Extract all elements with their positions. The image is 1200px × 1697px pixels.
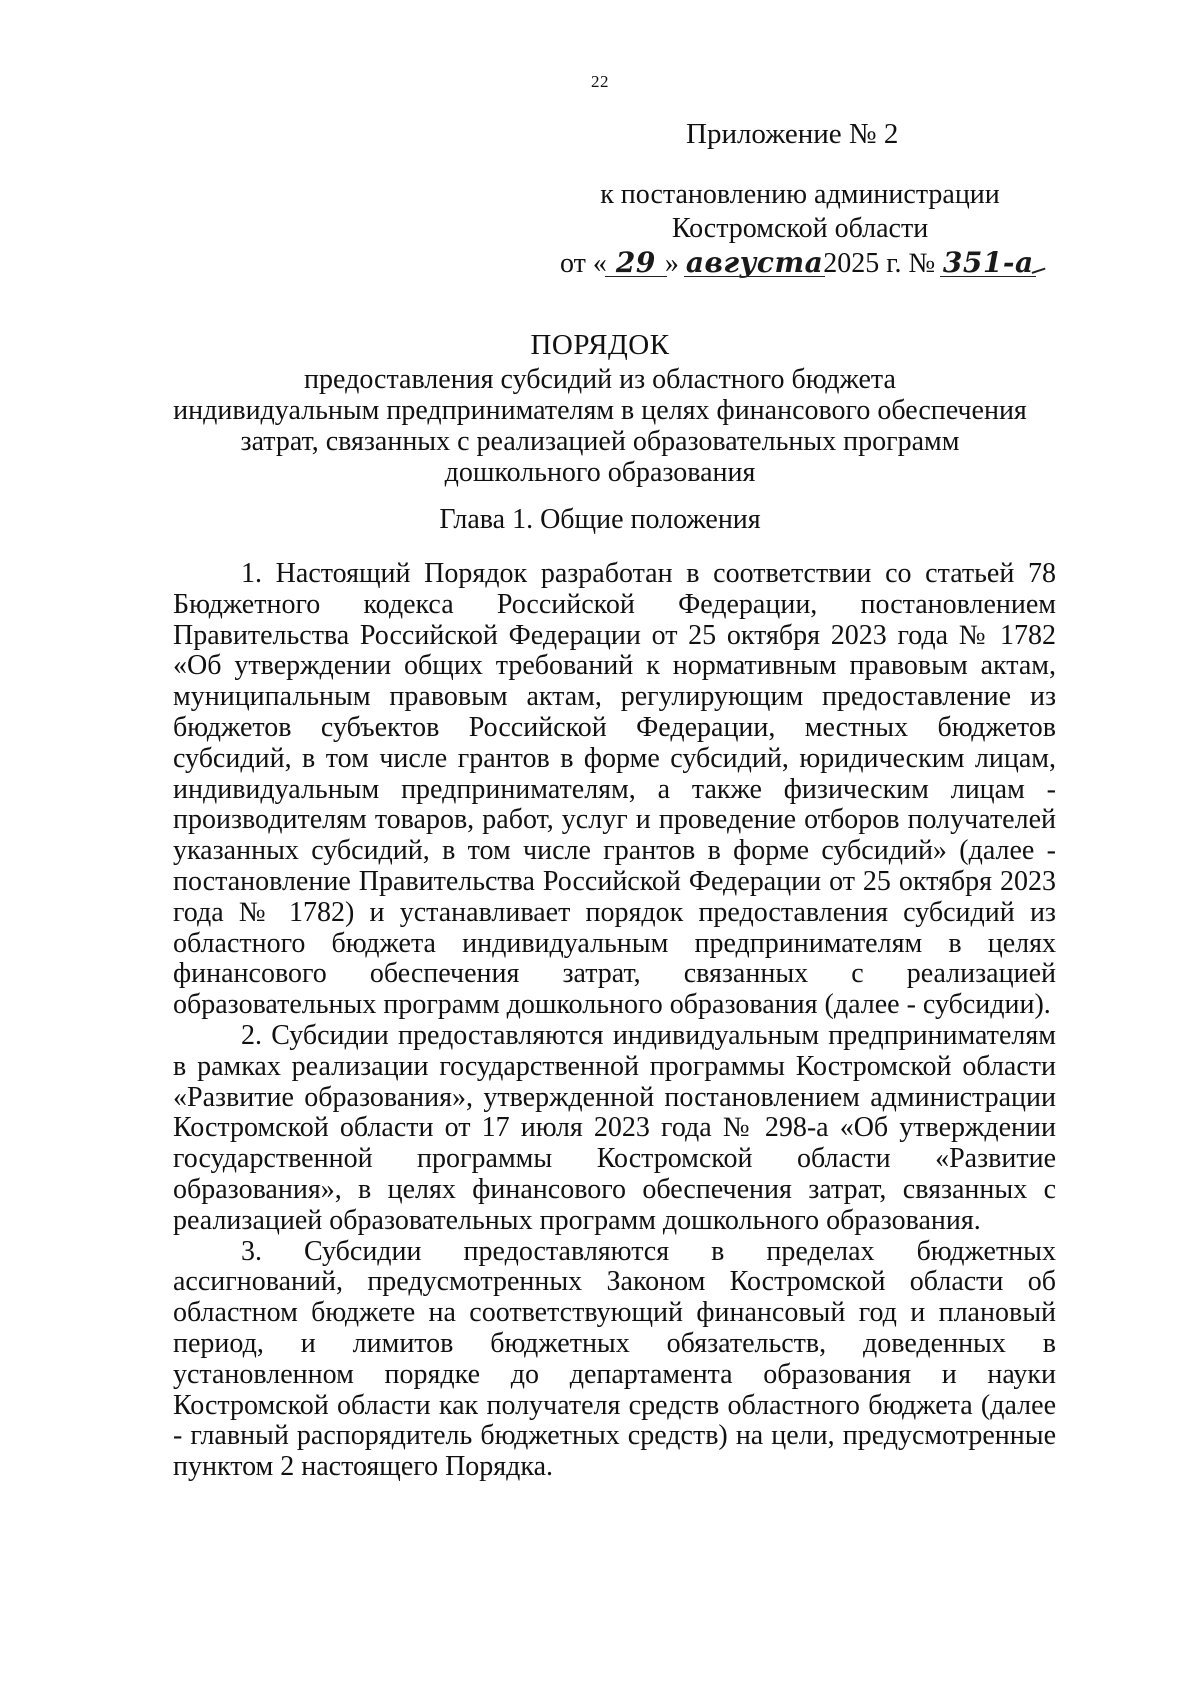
handwritten-doc-number: 351-а	[942, 246, 1034, 279]
document-subtitle-line-1: предоставления субсидий из областного бюджета	[304, 364, 896, 395]
handwritten-day: 29	[607, 246, 665, 280]
document-title-block	[0, 330, 1200, 488]
resolution-line-1: к постановлению администрации	[600, 179, 1000, 210]
paragraph-3: 3. Субсидии предоставляются в пределах бюджетных ассигнований, предусмотренных Законом Костромской области об областном бюджете на соответствующий финансовый год и плановый период, и лимитов бюджетных обязательств, доведенных в установленном порядке до департамента образования и науки Костромской области как получателя средств областного бюджета (далее - главный распорядитель бюджетных средств) на цели, предусмотренные пунктом 2 настоящего Порядка.	[173, 1235, 1056, 1483]
date-year: 2025 г. №	[823, 248, 936, 279]
resolution-reference	[560, 178, 1040, 281]
document-subtitle-line-3: затрат, связанных с реализацией образовательных программ	[240, 426, 960, 457]
resolution-line-2: Костромской области	[671, 213, 929, 244]
date-prefix: от «	[560, 248, 607, 279]
paragraph-1: 1. Настоящий Порядок разработан в соответствии со статьей 78 Бюджетного кодекса Российской Федерации, постановлением Правительства Российской Федерации от 25 октября 2023 года № 1782 «Об утверждении общих требований к нормативным правовым актам, муниципальным правовым актам, регулирующим предоставление из бюджетов субъектов Российской Федерации, местных бюджетов субсидий, в том числе грантов в форме субсидий, юридическим лицам, индивидуальным предпринимателям, а также физическим лицам - производителям товаров, работ, услуг и проведение отборов получателей указанных субсидий, в том числе грантов в форме субсидий» (далее - постановление Правительства Российской Федерации от 25 октября 2023 года № 1782) и устанавливает порядок предоставления субсидий из областного бюджета индивидуальным предпринимателям в целях финансового обеспечения затрат, связанных с реализацией образовательных программ дошкольного образования (далее - субсидии).	[173, 558, 1056, 1021]
chapter-heading: Глава 1. Общие положения	[439, 504, 761, 535]
page-number: 22	[591, 72, 609, 91]
document-subtitle-line-2: индивидуальным предпринимателям в целях финансового обеспечения	[173, 395, 1027, 426]
paragraph-2: 2. Субсидии предоставляются индивидуальным предпринимателям в рамках реализации государственной программы Костромской области «Развитие образования», утвержденной постановлением администрации Костромской области от 17 июля 2023 года № 298-а «Об утверждении государственной программы Костромской области «Развитие образования», в целях финансового обеспечения затрат, связанных с реализацией образовательных программ дошкольного образования.	[173, 1019, 1056, 1236]
resolution-date-line	[560, 246, 1040, 281]
handwritten-month: августа	[685, 246, 824, 279]
date-mid: »	[664, 248, 679, 279]
document-subtitle-line-4: дошкольного образования	[444, 457, 756, 488]
appendix-label: Приложение № 2	[686, 118, 899, 150]
document-body	[173, 559, 1056, 1483]
document-title: ПОРЯДОК	[530, 329, 670, 361]
